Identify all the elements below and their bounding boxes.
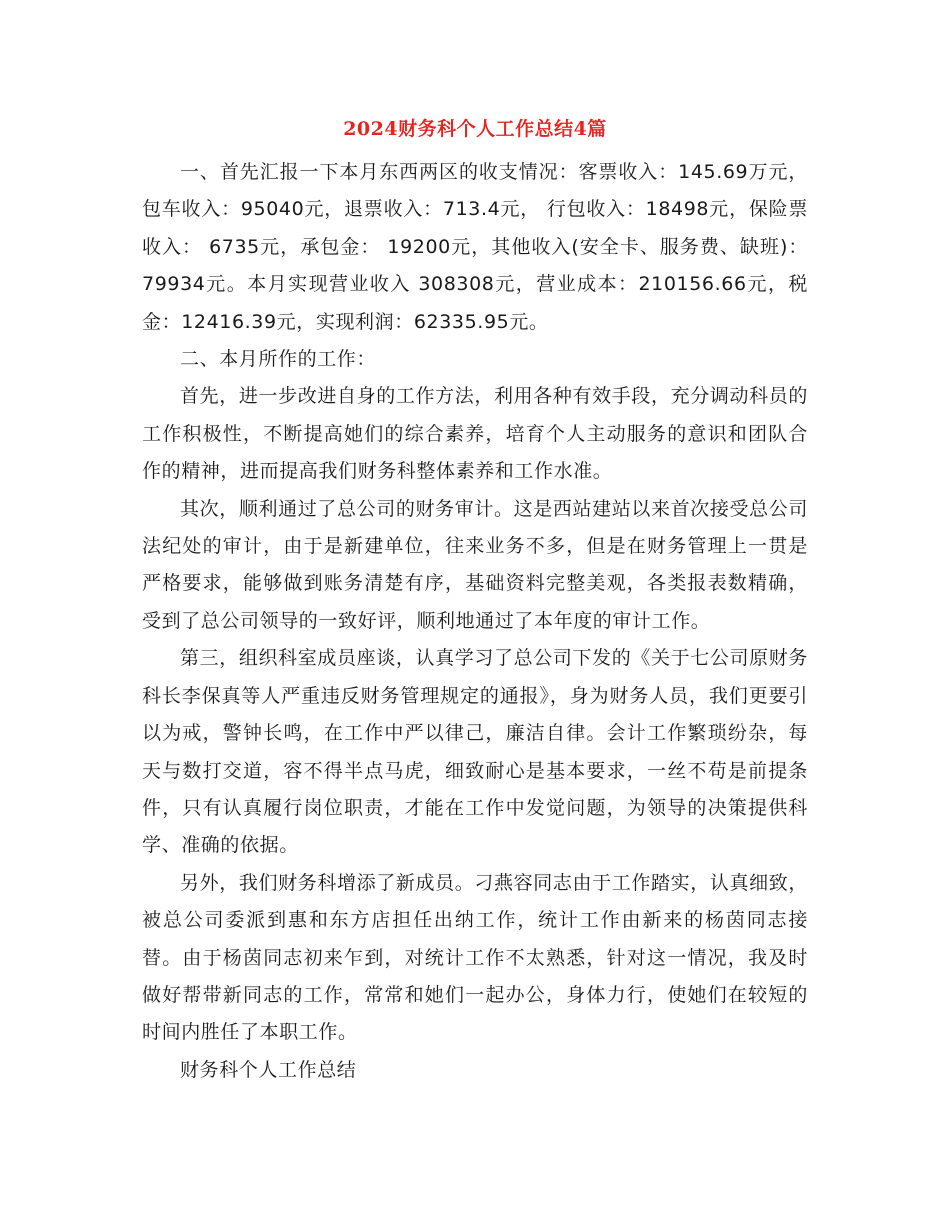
document-body (142, 154, 808, 1089)
paragraph-income-summary: 一、首先汇报一下本月东西两区的收支情况：客票收入：145.69万元，包车收入：95040元，退票收入：713.4元， 行包收入：18498元，保险票收入： 6735元，承包金： 19200元，其他收入(安全卡、服务费、缺班)：79934元。本月实现营业收入 308308元，营业成本：210156.66元，税金：12416.39元，实现利润：62335.95元。 (142, 161, 808, 333)
paragraph-discussion: 第三，组织科室成员座谈，认真学习了总公司下发的《关于七公司原财务科长李保真等人严重违反财务管理规定的通报》，身为财务人员，我们更要引以为戒，警钟长鸣，在工作中严以律己，廉洁自律。会计工作繁琐纷杂，每天与数打交道，容不得半点马虎，细致耐心是基本要求，一丝不苟是前提条件，只有认真履行岗位职责，才能在工作中发觉问题，为领导的决策提供科学、准确的依据。 (142, 647, 808, 857)
paragraph-audit: 其次，顺利通过了总公司的财务审计。这是西站建站以来首次接受总公司法纪处的审计，由于是新建单位，往来业务不多，但是在财务管理上一贯是严格要求，能够做到账务清楚有序，基础资料完整美观，各类报表数精确，受到了总公司领导的一致好评，顺利地通过了本年度的审计工作。 (142, 497, 808, 632)
paragraph-new-member: 另外，我们财务科增添了新成员。刁燕容同志由于工作踏实，认真细致，被总公司委派到惠和东方店担任出纳工作，统计工作由新来的杨茵同志接替。由于杨茵同志初来乍到，对统计工作不太熟悉，针对这一情况，我及时做好帮带新同志的工作，常常和她们一起办公，身体力行，使她们在较短的时间内胜任了本职工作。 (142, 871, 808, 1044)
paragraph-work-method: 首先，进一步改进自身的工作方法，利用各种有效手段，充分调动科员的工作积极性，不断提高她们的综合素养，培育个人主动服务的意识和团队合作的精神，进而提高我们财务科整体素养和工作水准。 (142, 385, 808, 483)
document-title: 2024财务科个人工作总结4篇 (343, 118, 607, 140)
paragraph-section-heading: 二、本月所作的工作： (180, 348, 377, 371)
paragraph-subtitle: 财务科个人工作总结 (180, 1058, 357, 1081)
